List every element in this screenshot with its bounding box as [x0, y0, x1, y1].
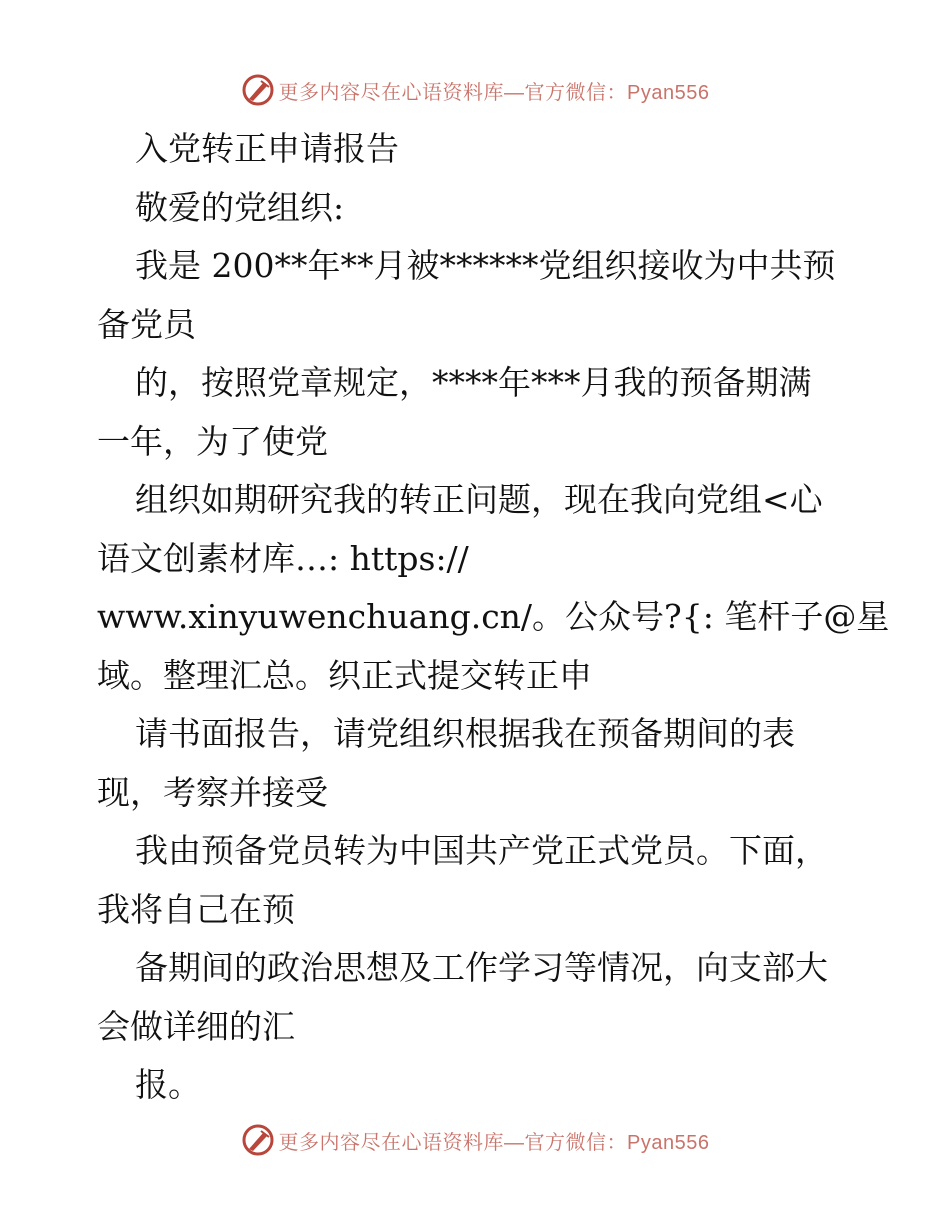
paragraph-line: 我由预备党员转为中国共产党正式党员。下面， — [135, 831, 828, 870]
pen-logo-icon — [241, 73, 275, 107]
paragraph-line: 备党员 — [97, 304, 196, 344]
paragraph-line: 备期间的政治思想及工作学习等情况，向支部大 — [135, 948, 828, 987]
document-title: 入党转正申请报告 — [135, 129, 399, 168]
paragraph-line: 域。整理汇总。织正式提交转正申 — [97, 655, 592, 695]
paragraph-line: 语文创素材库…: https:// — [97, 538, 469, 578]
banner-title: 更多内容尽在心语资料库—官方微信：Pyan556 — [278, 81, 710, 104]
salutation: 敬爱的党组织: — [135, 187, 345, 227]
paragraph-line: 报。 — [135, 1065, 201, 1104]
paragraph-line: 一年，为了使党 — [97, 421, 328, 461]
paragraph-line: 请书面报告，请党组织根据我在预备期间的表 — [135, 714, 795, 753]
paragraph-line: 现，考察并接受 — [97, 772, 328, 812]
banner-title: 更多内容尽在心语资料库—官方微信：Pyan556 — [278, 1131, 710, 1154]
paragraph-line: 组织如期研究我的转正问题，现在我向党组<心 — [135, 480, 823, 519]
pen-logo-icon — [241, 1123, 275, 1157]
paragraph-line: 会做详细的汇 — [97, 1006, 295, 1046]
footer-banner — [0, 1120, 950, 1160]
paragraph-line: 我将自己在预 — [97, 889, 295, 929]
header-banner — [0, 70, 950, 110]
paragraph-line: 我是 200**年**月被******党组织接收为中共预 — [135, 246, 836, 285]
paragraph-line: www.xinyuwenchuang.cn/。公众号?{: 笔杆子@星 — [97, 597, 890, 636]
document-body — [97, 120, 890, 1115]
paragraph-line: 的，按照党章规定，****年***月我的预备期满 — [135, 363, 812, 402]
